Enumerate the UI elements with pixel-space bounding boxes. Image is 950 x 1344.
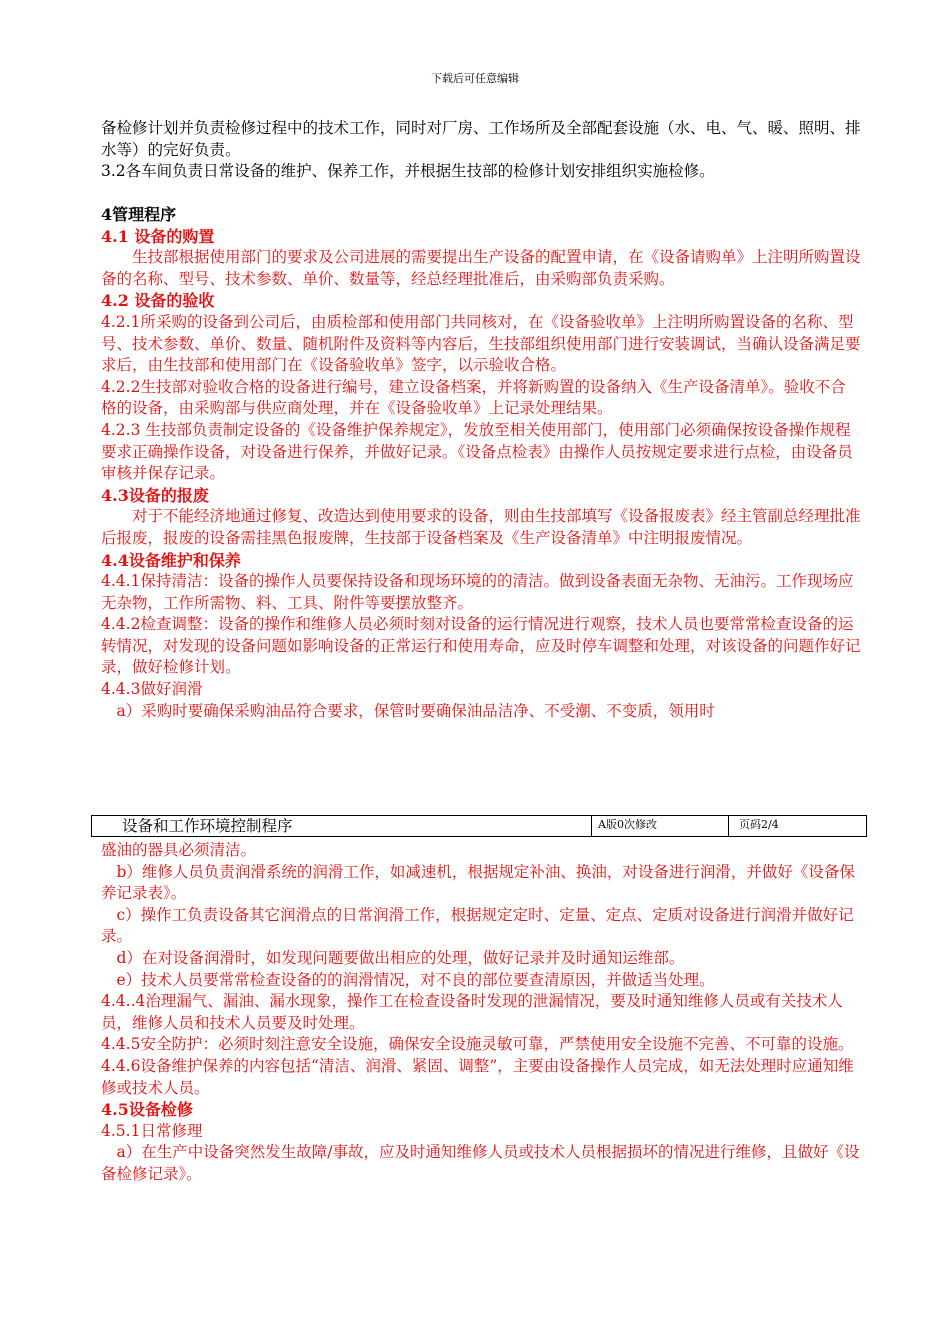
paragraph: 4.2.2生技部对验收合格的设备进行编号，建立设备档案，并将新购置的设备纳入《生产设备清单》。验收不合格的设备，由采购部与供应商处理，并在《设备验收单》上记录处理结果。: [101, 377, 846, 418]
paragraph: 备检修计划并负责检修过程中的技术工作，同时对厂房、工作场所及全部配套设施（水、电、气、暖、照明、排水等）的完好负责。: [101, 119, 861, 159]
paragraph: 对于不能经济地通过修复、改造达到使用要求的设备，则由生技部填写《设备报废表》经主管副总经理批准后报废，报废的设备需挂黑色报废牌，生技部于设备档案及《生产设备清单》中注明报废情况。: [101, 507, 861, 547]
header-note: 下载后可任意编辑: [431, 72, 519, 85]
paragraph: 4.4.2检查调整：设备的操作和维修人员必须时刻对设备的运行情况进行观察，技术人员也要常常检查设备的运转情况，对发现的设备问题如影响设备的正常运行和使用寿命，应及时停车调整和处理，对该设备的问题作好记录，做好检修计划。: [101, 615, 861, 677]
subsection-heading: 4.1 设备的购置: [101, 226, 215, 246]
page-footer: [91, 815, 867, 837]
subsection-heading: 4.3设备的报废: [101, 485, 209, 505]
paragraph: b）维修人员负责润滑系统的润滑工作，如减速机，根据规定补油、换油，对设备进行润滑，并做好《设备保养记录表》。: [101, 862, 855, 903]
paragraph: 4.4.6设备维护保养的内容包括“清洁、润滑、紧固、调整”，主要由设备操作人员完成，如无法处理时应通知维修或技术人员。: [101, 1056, 854, 1097]
section-4-part1: [101, 204, 861, 722]
paragraph: a）在生产中设备突然发生故障/事故，应及时通知维修人员或技术人员根据损坏的情况进行维修，且做好《设备检修记录》。: [101, 1143, 860, 1183]
paragraph: e）技术人员要常常检查设备的的润滑情况，对不良的部位要查清原因，并做适当处理。: [116, 970, 715, 989]
paragraph: a）采购时要确保采购油品符合要求，保管时要确保油品洁净、不受潮、不变质，领用时: [116, 701, 715, 720]
paragraph: d）在对设备润滑时，如发现问题要做出相应的处理，做好记录并及时通知运维部。: [116, 948, 685, 967]
section-body: [101, 840, 861, 1186]
footer-title: 设备和工作环境控制程序: [92, 816, 592, 836]
top-paragraphs: [101, 118, 861, 183]
paragraph: 4.2.1所采购的设备到公司后，由质检部和使用部门共同核对，在《设备验收单》上注明所购置设备的名称、型号、技术参数、单价、数量、随机附件及资料等内容后，生技部组织使用部门进行安装调试，当确认设备满足要求后，由生技部和使用部门在《设备验收单》签字，以示验收合格。: [101, 312, 861, 375]
subsection-heading: 4.5设备检修: [101, 1100, 193, 1120]
paragraph: 4.5.1日常修理: [101, 1121, 203, 1140]
paragraph: 4.4.1保持清洁：设备的操作人员要保持设备和现场环境的的清洁。做到设备表面无杂物、无油污。工作现场应无杂物，工作所需物、料、工具、附件等要摆放整齐。: [101, 572, 854, 612]
paragraph: 4.4.3做好润滑: [101, 680, 203, 699]
paragraph: 生技部根据使用部门的要求及公司进展的需要提出生产设备的配置申请，在《设备请购单》上注明所购置设备的名称、型号、技术参数、单价、数量等，经总经理批准后，由采购部负责采购。: [101, 248, 861, 288]
subsection-heading: 4.4设备维护和保养: [101, 550, 241, 570]
paragraph: 4.2.3 生技部负责制定设备的《设备维护保养规定》，发放至相关使用部门，使用部门必须确保按设备操作规程要求正确操作设备，对设备进行保养，并做好记录。《设备点检表》由操作人员按规定要求进行点检，由设备员审核并保存记录。: [101, 420, 853, 483]
subsection-heading: 4.2 设备的验收: [101, 291, 215, 311]
section-4-part2: [101, 840, 861, 1186]
paragraph: 4.4.5安全防护：必须时刻注意安全设施，确保安全设施灵敏可靠，严禁使用安全设施不完善、不可靠的设施。: [101, 1035, 854, 1054]
section-title: 4管理程序: [101, 205, 177, 224]
paragraph: c）操作工负责设备其它润滑点的日常润滑工作，根据规定定时、定量、定点、定质对设备进行润滑并做好记录。: [101, 905, 854, 946]
paragraph: 4.4..4治理漏气、漏油、漏水现象，操作工在检查设备时发现的泄漏情况，要及时通知维修人员或有关技术人员，维修人员和技术人员要及时处理。: [101, 992, 843, 1032]
footer-version: A版0次修改: [592, 816, 729, 836]
paragraph: 3.2各车间负责日常设备的维护、保养工作，并根据生技部的检修计划安排组织实施检修。: [101, 162, 715, 181]
paragraph: 盛油的器具必须清洁。: [101, 841, 257, 859]
footer-page-number: 页码2/4: [739, 818, 779, 831]
section-body: [101, 226, 861, 723]
